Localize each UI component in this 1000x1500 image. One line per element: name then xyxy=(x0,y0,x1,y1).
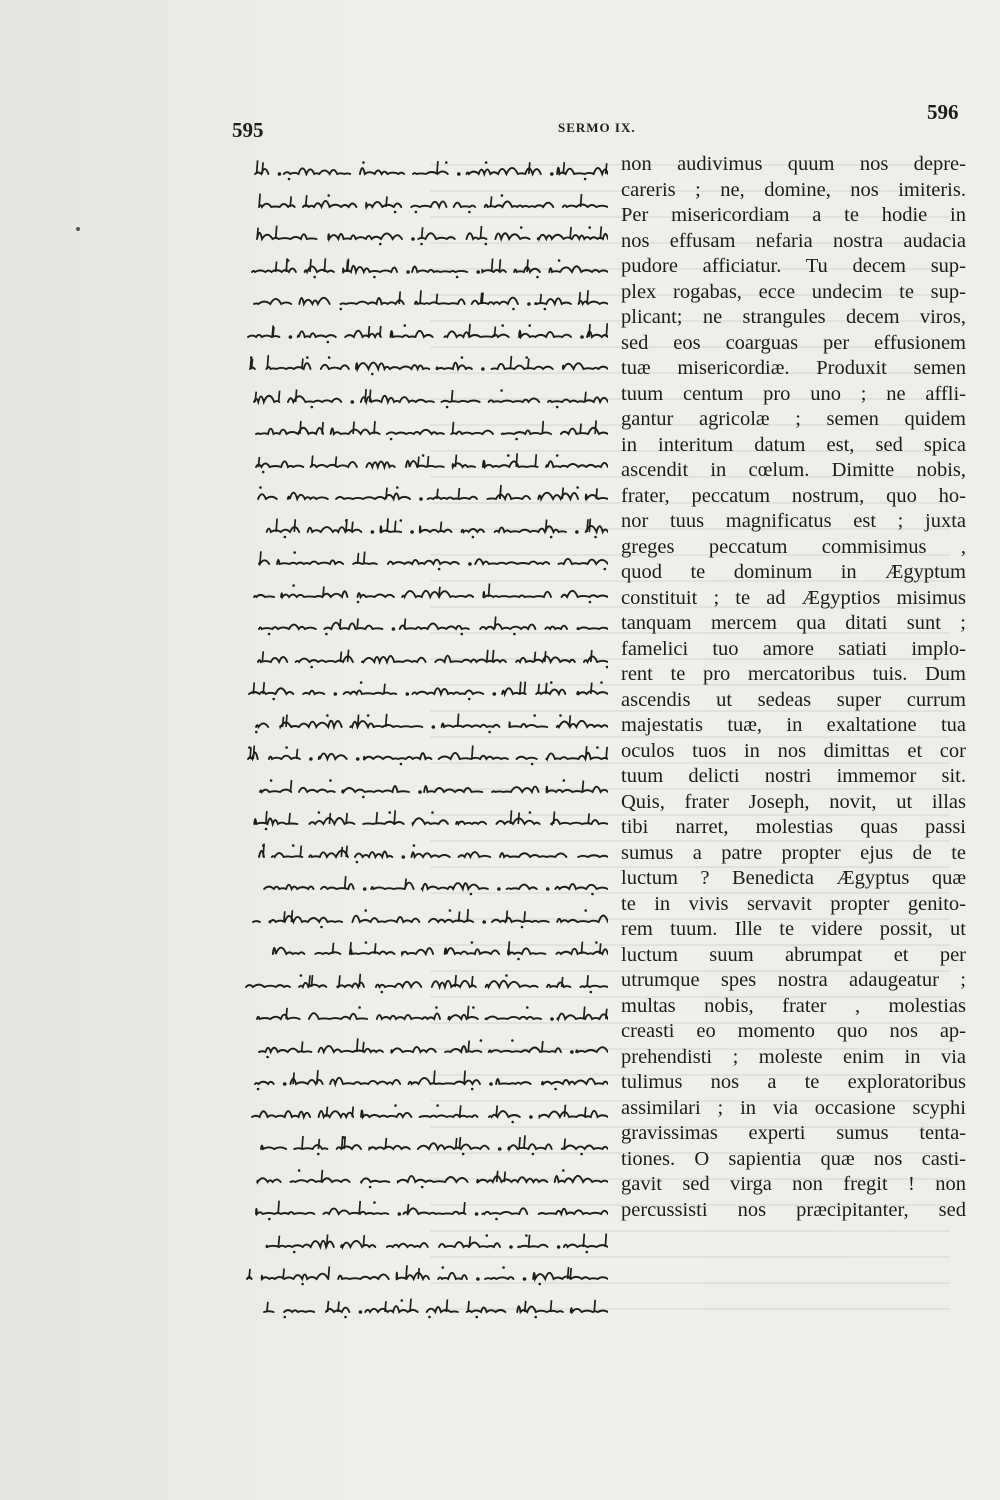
page-number-right: 596 xyxy=(927,100,959,124)
syriac-text-line xyxy=(248,453,608,469)
syriac-text-line xyxy=(248,1200,608,1216)
page-header xyxy=(0,100,1000,140)
syriac-text-line xyxy=(244,1168,608,1184)
latin-text-line: pudore afficiatur. Tu decem sup- xyxy=(621,255,966,277)
syriac-text-line xyxy=(245,420,608,436)
latin-text-line: luctum ? Benedicta Ægyptus quæ xyxy=(621,867,966,889)
syriac-text-line xyxy=(239,810,608,826)
syriac-text-line xyxy=(253,1135,608,1151)
latin-text-line: utrumque spes nostra adaugeatur ; xyxy=(621,969,966,991)
syriac-text-line xyxy=(251,193,608,209)
latin-text-line: constituit ; te ad Ægyptios misimus xyxy=(621,586,966,609)
syriac-text-line xyxy=(248,713,608,729)
latin-text-line: percussisti nos præcipitanter, sed xyxy=(621,1198,966,1221)
latin-text-line: oculos tuos in nos dimittas et cor xyxy=(621,739,966,762)
syriac-text-line xyxy=(240,323,608,339)
latin-text-line: sed eos coarguas per effusionem xyxy=(621,331,966,354)
syriac-text-line xyxy=(253,940,608,956)
latin-text-line: te in vivis servavit propter genito- xyxy=(621,892,966,915)
latin-text-line: nor tuus magnificatus est ; juxta xyxy=(621,510,966,532)
syriac-text-line xyxy=(251,1038,608,1054)
syriac-text-line xyxy=(246,388,608,404)
latin-text-line: rem tuum. Ille te videre possit, ut xyxy=(621,918,966,940)
latin-text-line: in interitum datum est, sed spica xyxy=(621,433,966,456)
syriac-text-line xyxy=(251,843,608,859)
syriac-text-line xyxy=(250,648,608,664)
latin-text-line: luctum suum abrumpat et per xyxy=(621,943,966,966)
syriac-text-line xyxy=(251,615,608,631)
latin-text-line: ascendit in cœlum. Dimitte nobis, xyxy=(621,459,966,481)
latin-text-line: creasti eo momento quo nos ap- xyxy=(621,1020,966,1042)
latin-text-line: majestatis tuæ, in exaltatione tua xyxy=(621,714,966,736)
syriac-text-column xyxy=(228,152,608,1322)
syriac-text-line xyxy=(246,1233,608,1249)
syriac-text-line xyxy=(250,485,608,501)
latin-text-line: gravissimas experti sumus tenta- xyxy=(621,1122,966,1144)
syriac-text-line xyxy=(249,225,608,241)
latin-text-line: ascendis ut sedeas super currum xyxy=(621,688,966,711)
syriac-text-line xyxy=(239,1265,608,1281)
latin-text-line: assimilari ; in via occasione scyphi xyxy=(621,1096,966,1119)
latin-text-line: plicant; ne strangules decem viros, xyxy=(621,306,966,328)
syriac-text-line xyxy=(256,1298,608,1314)
page-number-left: 595 xyxy=(232,118,264,142)
syriac-text-line xyxy=(240,745,608,761)
syriac-text-line xyxy=(247,1070,608,1086)
latin-text-line: prehendisti ; moleste enim in via xyxy=(621,1045,966,1068)
syriac-text-line xyxy=(252,778,608,794)
latin-text-line: sumus a patre propter ejus de te xyxy=(621,841,966,864)
syriac-text-line xyxy=(244,1103,608,1119)
latin-text-line: tiones. O sapientia quæ nos casti- xyxy=(621,1147,966,1170)
latin-text-column xyxy=(621,152,973,1223)
syriac-text-line xyxy=(248,518,608,534)
syriac-text-line xyxy=(251,550,608,566)
latin-text-line: frater, peccatum nostrum, quo ho- xyxy=(621,484,966,507)
syriac-text-line xyxy=(249,1005,608,1021)
latin-text-line: careris ; ne, domine, nos imiteris. xyxy=(621,178,966,201)
latin-text-line: multas nobis, frater , molestias xyxy=(621,994,966,1017)
syriac-text-line xyxy=(246,290,608,306)
syriac-text-line xyxy=(242,355,608,371)
latin-text-line: gavit sed virga non fregit ! non xyxy=(621,1173,966,1195)
margin-speck xyxy=(76,227,80,231)
latin-text-line: tuæ misericordiæ. Produxit semen xyxy=(621,357,966,379)
syriac-text-line xyxy=(246,583,608,599)
latin-text-line: rent te pro mercatoribus tuis. Dum xyxy=(621,663,966,685)
latin-text-line: tulimus nos a te exploratoribus xyxy=(621,1071,966,1093)
latin-text-line: tibi narret, molestias quas passi xyxy=(621,816,966,838)
syriac-text-line xyxy=(244,258,608,274)
latin-text-line: Quis, frater Joseph, novit, ut illas xyxy=(621,790,966,813)
syriac-text-line xyxy=(245,908,608,924)
latin-text-line: quod te dominum in Ægyptum xyxy=(621,561,966,583)
latin-text-line: plex rogabas, ecce undecim te sup- xyxy=(621,280,966,303)
latin-text-line: tuum centum pro uno ; ne affli- xyxy=(621,382,966,405)
latin-text-line: Per misericordiam a te hodie in xyxy=(621,204,966,226)
latin-text-line: tuum delicti nostri immemor sit. xyxy=(621,765,966,787)
syriac-text-line xyxy=(238,973,608,989)
latin-text-line: nos effusam nefaria nostra audacia xyxy=(621,229,966,252)
latin-text-line: gantur agricolæ ; semen quidem xyxy=(621,408,966,430)
latin-text-line: tanquam mercem qua ditati sunt ; xyxy=(621,612,966,634)
latin-text-line: famelici tuo amore satiati implo- xyxy=(621,637,966,660)
syriac-text-line xyxy=(247,160,608,176)
latin-text-line: greges peccatum commisimus , xyxy=(621,535,966,558)
running-head: SERMO IX. xyxy=(558,120,636,135)
syriac-text-line xyxy=(256,875,608,891)
syriac-text-line xyxy=(241,680,608,696)
latin-text-line: non audivimus quum nos depre- xyxy=(621,153,966,175)
